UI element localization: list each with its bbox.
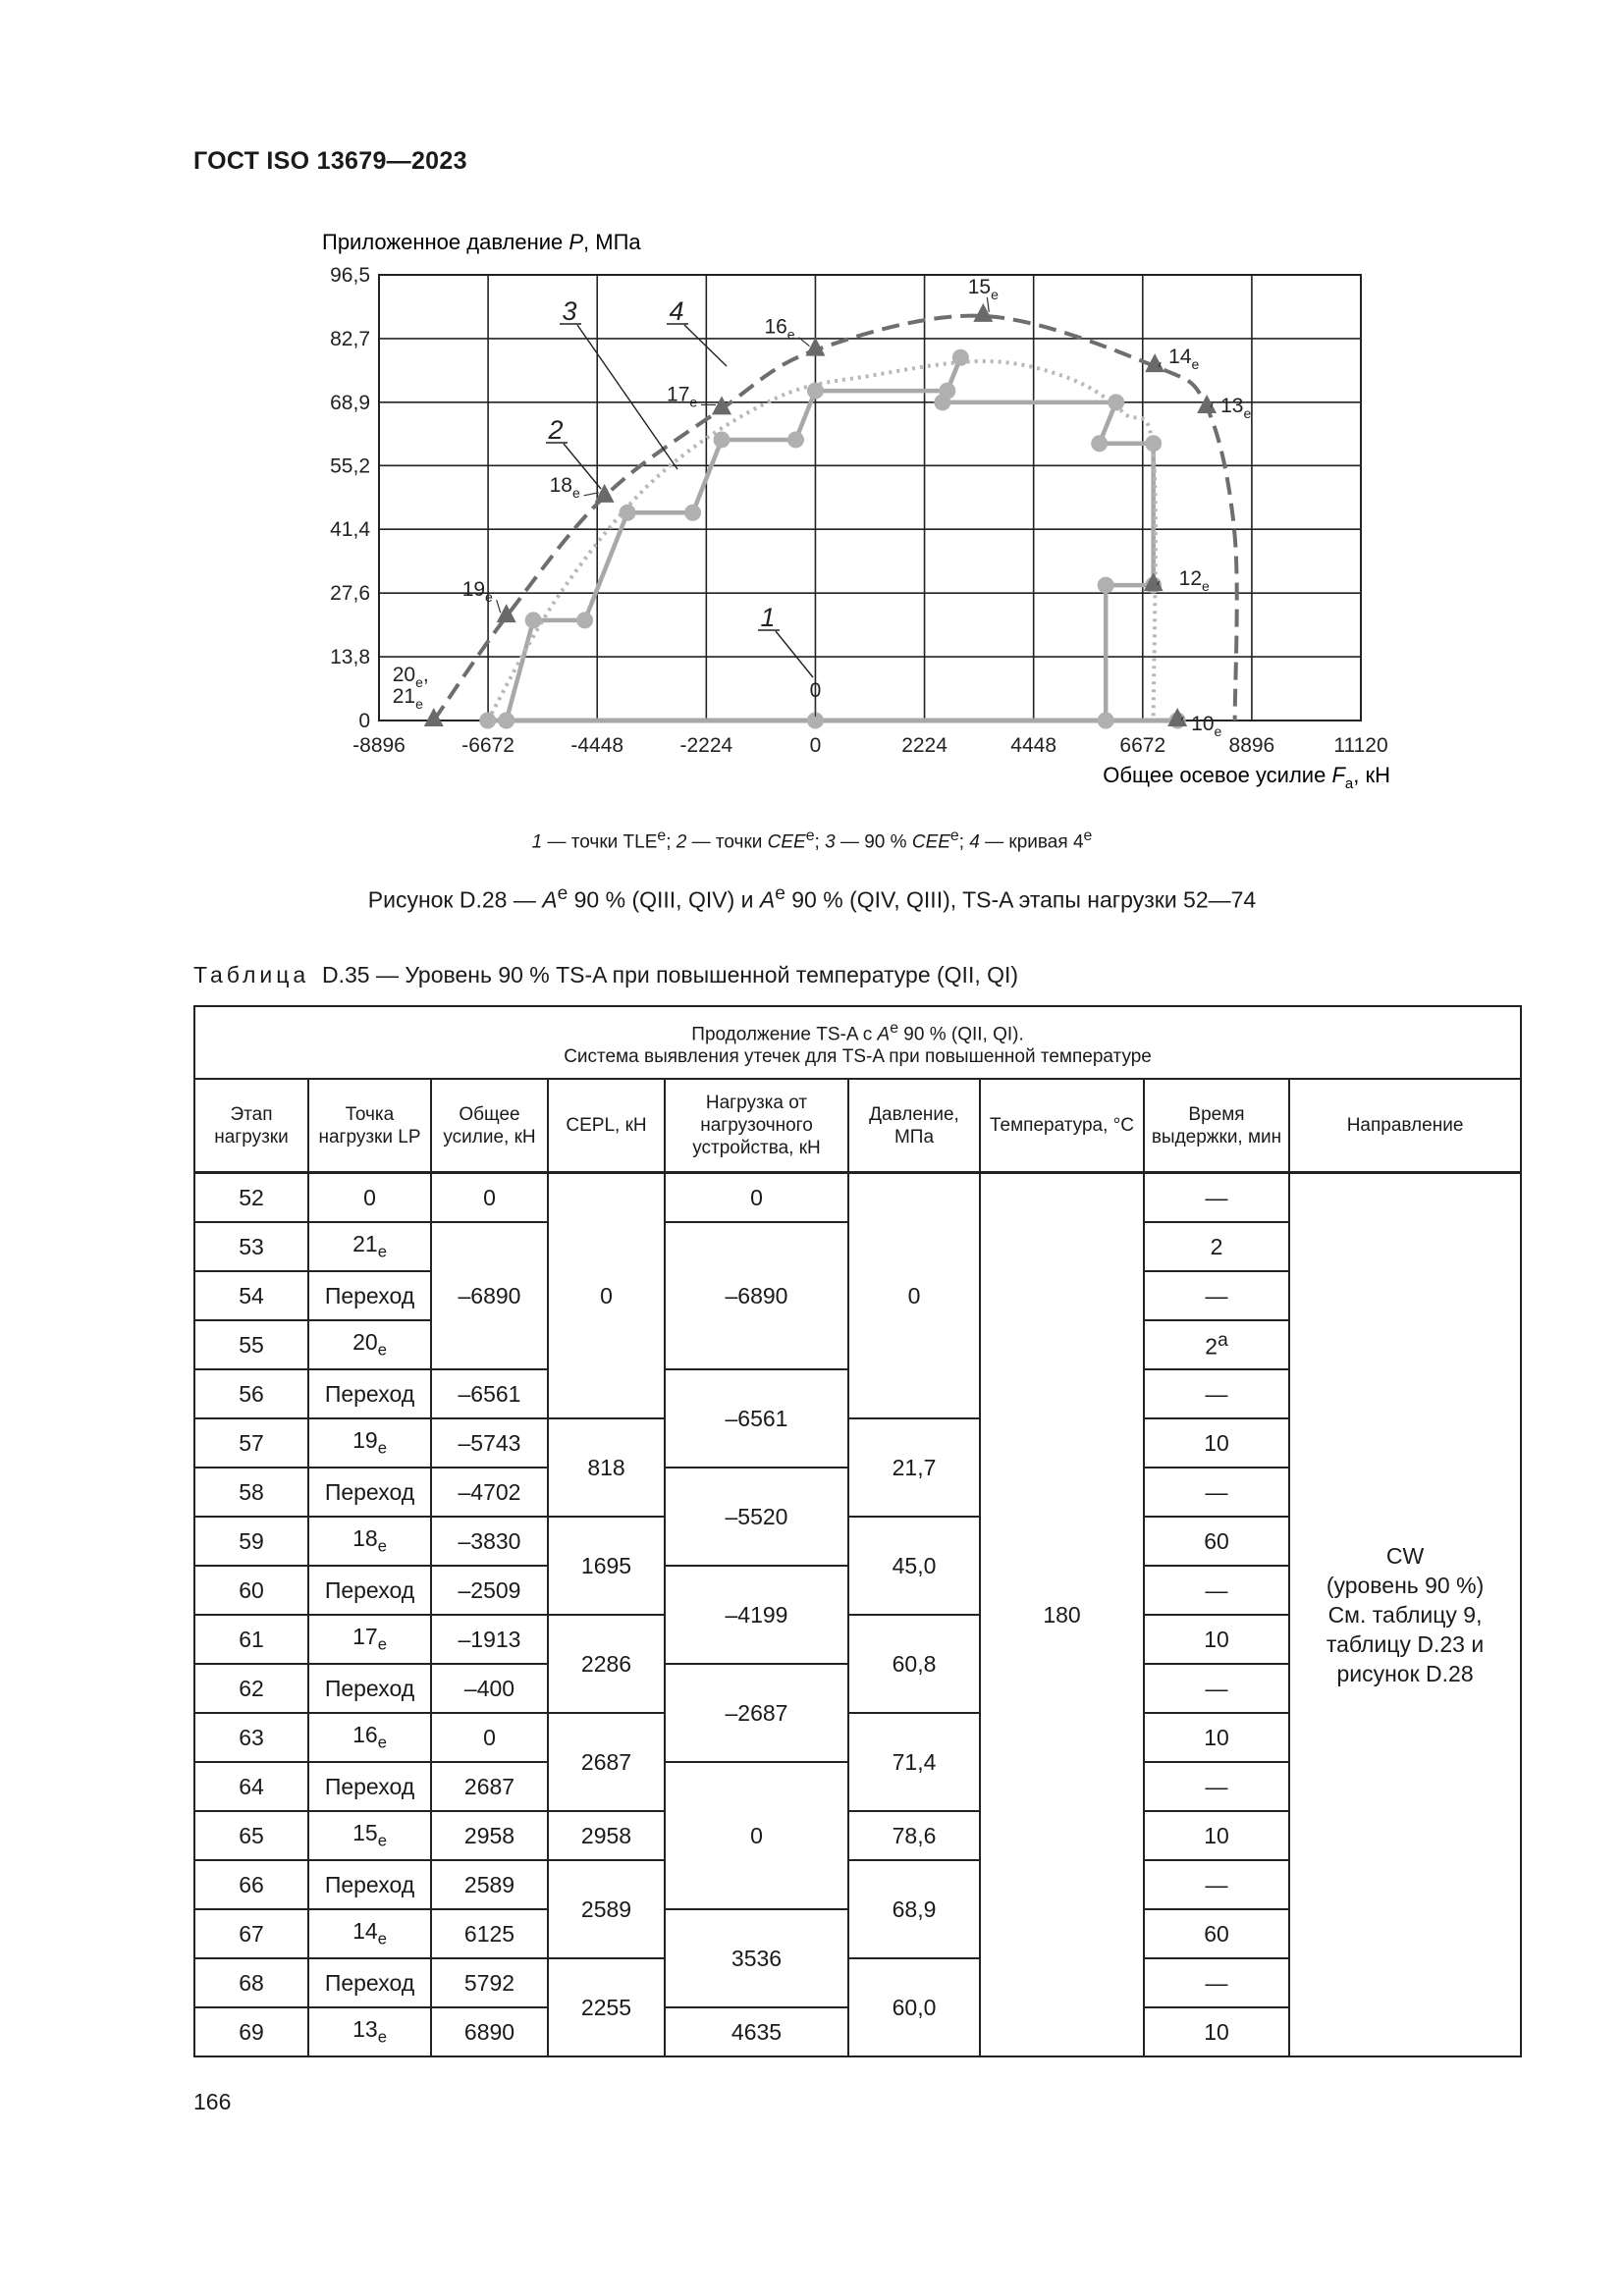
table-title: Продолжение TS-A с $A^e$ 90 % (QII, QI). Система выявления утечек для TS-A при повышенной температуре: [194, 1006, 1521, 1079]
leader-line: [584, 493, 599, 496]
figure-legend: 1 — точки TLE$^e$; 2 — точки CEE$^e$; 3 — 90 % CEE$^e$; 4 — кривая 4e: [531, 828, 1093, 853]
col-header: Направление: [1289, 1079, 1521, 1173]
point-label: $16_e$: [764, 315, 795, 343]
hold-time-cell: 10: [1144, 2007, 1289, 2056]
hold-time-cell: —: [1144, 1271, 1289, 1320]
point-label: $10_e$: [1191, 713, 1222, 739]
series-3-line: [488, 361, 1156, 721]
stage-cell: 63: [194, 1713, 308, 1762]
col-header: Температура, °С: [980, 1079, 1144, 1173]
load-point-cell: 0: [308, 1173, 431, 1223]
point-label: $14_e$: [1168, 346, 1200, 373]
device-load-cell: –6561: [665, 1369, 848, 1468]
col-header: Давление, МПа: [848, 1079, 980, 1173]
pressure-cell: 45,0: [848, 1517, 980, 1615]
cee-point: [1145, 435, 1162, 452]
curve-label-4: 4: [669, 296, 684, 326]
cepl-cell: 2687: [548, 1713, 665, 1811]
y-tick-label: 55,2: [330, 454, 370, 478]
device-load-cell: 0: [665, 1762, 848, 1909]
load-point-cell: Переход: [308, 1271, 431, 1320]
stage-cell: 54: [194, 1271, 308, 1320]
curve-label-leader: [684, 325, 727, 366]
point-label: $13_e$: [1220, 395, 1252, 422]
pressure-cell: 71,4: [848, 1713, 980, 1811]
load-point-cell: $14_e$: [308, 1909, 431, 1958]
x-tick-label: -4448: [570, 734, 624, 757]
load-point-cell: Переход: [308, 1860, 431, 1909]
cepl-cell: 2958: [548, 1811, 665, 1860]
x-tick-label: -6672: [461, 734, 514, 757]
force-cell: 2589: [431, 1860, 548, 1909]
leader-line: [497, 600, 501, 613]
device-load-cell: –2687: [665, 1664, 848, 1762]
series-2-line: [507, 357, 1154, 721]
hold-time-cell: —: [1144, 1762, 1289, 1811]
stage-cell: 67: [194, 1909, 308, 1958]
pressure-cell: 68,9: [848, 1860, 980, 1958]
force-cell: –6890: [431, 1222, 548, 1369]
stage-cell: 61: [194, 1615, 308, 1664]
pressure-cell: 78,6: [848, 1811, 980, 1860]
document-header: ГОСТ ISO 13679—2023: [193, 147, 467, 175]
tle-point: [479, 713, 496, 729]
load-point-cell: $19_e$: [308, 1418, 431, 1468]
x-tick-label: -2224: [679, 734, 733, 757]
point-label: $20_e$,: [392, 664, 429, 690]
load-point-cell: $17_e$: [308, 1615, 431, 1664]
pressure-cell: 21,7: [848, 1418, 980, 1517]
force-cell: 6125: [431, 1909, 548, 1958]
curve-label-2: 2: [548, 415, 564, 445]
triangle-marker: [973, 303, 993, 322]
force-cell: 2687: [431, 1762, 548, 1811]
load-stages-table: [193, 1005, 1522, 2057]
col-header: Общее усилие, кН: [431, 1079, 548, 1173]
cepl-cell: 2589: [548, 1860, 665, 1958]
device-load-cell: –5520: [665, 1468, 848, 1566]
device-load-cell: 0: [665, 1173, 848, 1223]
stage-cell: 59: [194, 1517, 308, 1566]
pressure-cell: 60,8: [848, 1615, 980, 1713]
force-cell: –4702: [431, 1468, 548, 1517]
y-tick-label: 96,5: [330, 264, 370, 287]
cee-point: [1098, 713, 1114, 729]
y-tick-label: 82,7: [330, 327, 370, 350]
pressure-cell: 60,0: [848, 1958, 980, 2056]
hold-time-cell: —: [1144, 1958, 1289, 2007]
cee-point: [807, 383, 824, 400]
hold-time-cell: 10: [1144, 1811, 1289, 1860]
hold-time-cell: 60: [1144, 1517, 1289, 1566]
stage-cell: 60: [194, 1566, 308, 1615]
load-point-cell: Переход: [308, 1566, 431, 1615]
x-tick-label: 6672: [1119, 734, 1166, 757]
hold-time-cell: —: [1144, 1468, 1289, 1517]
y-tick-label: 13,8: [330, 646, 370, 669]
series-4-line: [434, 316, 1237, 721]
stage-cell: 55: [194, 1320, 308, 1369]
force-cell: –400: [431, 1664, 548, 1713]
col-header: Время выдержки, мин: [1144, 1079, 1289, 1173]
x-axis-label: Общее осевое усилие $F_a$, кН: [1103, 763, 1390, 792]
point-label: $18_e$: [549, 473, 580, 501]
cee-point: [714, 431, 731, 448]
table-caption: [193, 962, 1018, 988]
cee-point: [1098, 577, 1114, 594]
cee-point: [684, 505, 701, 521]
force-cell: –3830: [431, 1517, 548, 1566]
curve-label-leader: [577, 325, 677, 469]
hold-time-cell: —: [1144, 1664, 1289, 1713]
x-tick-label: -8896: [352, 734, 406, 757]
stage-cell: 52: [194, 1173, 308, 1223]
stage-cell: 57: [194, 1418, 308, 1468]
hold-time-cell: —: [1144, 1173, 1289, 1223]
x-tick-labels: [352, 734, 1388, 757]
stage-cell: 53: [194, 1222, 308, 1271]
hold-time-cell: 10: [1144, 1615, 1289, 1664]
hold-time-cell: 2: [1144, 1222, 1289, 1271]
device-load-cell: –4199: [665, 1566, 848, 1664]
x-tick-label: 8896: [1228, 734, 1275, 757]
triangle-marker: [1197, 395, 1217, 413]
curve-label-3: 3: [562, 296, 577, 326]
cee-point: [525, 612, 542, 628]
stage-cell: 64: [194, 1762, 308, 1811]
curve-label-leader: [776, 631, 813, 677]
y-tick-label: 41,4: [330, 518, 370, 542]
device-load-cell: –6890: [665, 1222, 848, 1369]
table-caption-label: Таблица: [193, 962, 310, 988]
col-header: Точка нагрузки LP: [308, 1079, 431, 1173]
point-label: 0: [809, 679, 822, 702]
cee-point: [498, 713, 514, 729]
x-tick-label: 2224: [901, 734, 947, 757]
point-label: $19_e$: [461, 578, 493, 606]
temperature-cell: 180: [980, 1173, 1144, 2057]
hold-time-cell: 10: [1144, 1713, 1289, 1762]
cee-point: [576, 612, 593, 628]
pressure-force-chart: [0, 0, 1624, 815]
col-header: Этап нагрузки: [194, 1079, 308, 1173]
direction-cell: CW (уровень 90 %) См. таблицу 9, таблицу D.23 и рисунок D.28: [1289, 1173, 1521, 2057]
cepl-cell: 818: [548, 1418, 665, 1517]
stage-cell: 56: [194, 1369, 308, 1418]
y-tick-label: 27,6: [330, 582, 370, 606]
cee-point: [620, 505, 636, 521]
y-tick-label: 68,9: [330, 391, 370, 414]
load-point-cell: Переход: [308, 1369, 431, 1418]
force-cell: 0: [431, 1713, 548, 1762]
force-cell: 2958: [431, 1811, 548, 1860]
figure-caption: Рисунок D.28 — $A^e$ 90 % (QIII, QIV) и $A^e$ 90 % (QIV, QIII), TS-A этапы нагрузки 52—74: [367, 883, 1257, 913]
load-point-cell: Переход: [308, 1762, 431, 1811]
y-axis-label: Приложенное давление P, МПа: [322, 230, 641, 254]
chart-series: [434, 316, 1237, 721]
force-cell: –2509: [431, 1566, 548, 1615]
force-cell: 5792: [431, 1958, 548, 2007]
load-point-cell: $20_e$: [308, 1320, 431, 1369]
x-tick-label: 0: [809, 734, 822, 757]
force-cell: 0: [431, 1173, 548, 1223]
curve-label-1: 1: [760, 603, 776, 632]
device-load-cell: 4635: [665, 2007, 848, 2056]
chart-markers: [424, 303, 1217, 729]
point-label: $12_e$: [1178, 567, 1210, 595]
stage-cell: 66: [194, 1860, 308, 1909]
force-cell: –5743: [431, 1418, 548, 1468]
device-load-cell: 3536: [665, 1909, 848, 2007]
force-cell: –1913: [431, 1615, 548, 1664]
col-header: Нагрузка от нагрузочного устройства, кН: [665, 1079, 848, 1173]
cepl-cell: 2286: [548, 1615, 665, 1713]
point-label: $15_e$: [967, 275, 999, 302]
page-number: 166: [193, 2089, 232, 2114]
col-header: CEPL, кН: [548, 1079, 665, 1173]
pressure-cell: 0: [848, 1173, 980, 1419]
table-row: [194, 1173, 1521, 1223]
cepl-cell: 0: [548, 1173, 665, 1419]
load-point-cell: $18_e$: [308, 1517, 431, 1566]
hold-time-cell: —: [1144, 1566, 1289, 1615]
cepl-cell: 2255: [548, 1958, 665, 2056]
x-tick-label: 11120: [1333, 734, 1388, 757]
force-cell: –6561: [431, 1369, 548, 1418]
point-label: $21_e$: [392, 685, 423, 712]
stage-cell: 62: [194, 1664, 308, 1713]
load-point-cell: $15_e$: [308, 1811, 431, 1860]
hold-time-cell: 60: [1144, 1909, 1289, 1958]
hold-time-cell: —: [1144, 1860, 1289, 1909]
stage-cell: 69: [194, 2007, 308, 2056]
load-point-cell: $21_e$: [308, 1222, 431, 1271]
load-point-cell: $16_e$: [308, 1713, 431, 1762]
y-tick-labels: [330, 264, 370, 732]
cee-point: [952, 349, 969, 366]
hold-time-cell: 2$^a$: [1144, 1320, 1289, 1369]
cepl-cell: 1695: [548, 1517, 665, 1615]
stage-cell: 68: [194, 1958, 308, 2007]
stage-cell: 58: [194, 1468, 308, 1517]
cee-point: [934, 394, 950, 410]
x-tick-label: 4448: [1010, 734, 1057, 757]
load-point-cell: Переход: [308, 1958, 431, 2007]
y-tick-label: 0: [358, 710, 370, 732]
load-point-cell: Переход: [308, 1468, 431, 1517]
leader-line: [987, 297, 989, 312]
stage-cell: 65: [194, 1811, 308, 1860]
load-point-cell: $13_e$: [308, 2007, 431, 2056]
force-cell: 6890: [431, 2007, 548, 2056]
hold-time-cell: 10: [1144, 1418, 1289, 1468]
point-label: $17_e$: [667, 383, 698, 410]
table-caption-text: D.35 — Уровень 90 % TS-A при повышенной температуре (QII, QI): [321, 962, 1019, 988]
load-point-cell: Переход: [308, 1664, 431, 1713]
hold-time-cell: —: [1144, 1369, 1289, 1418]
cee-point: [1091, 435, 1108, 452]
cee-point: [787, 431, 804, 448]
cee-point: [1108, 394, 1124, 410]
